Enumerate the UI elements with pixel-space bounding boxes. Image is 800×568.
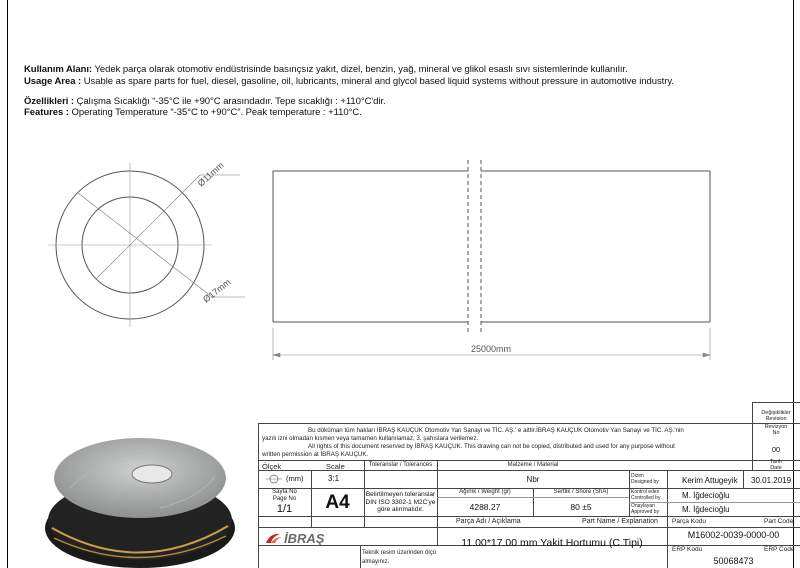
part-code-label-en: Part Code [764, 518, 794, 525]
revision-no-label: Revizyon No [764, 424, 788, 436]
design-date: 30.01.2019 [751, 476, 792, 485]
date-label: Tarih Date [770, 459, 782, 471]
scale-label-en: Scale [326, 462, 345, 471]
outer-dia-label: Ø17mm [201, 276, 233, 305]
spool-hole [132, 465, 172, 483]
approved-label: Onaylayan Approved by [631, 503, 660, 515]
unit: (mm) [286, 474, 304, 483]
erp-label-tr: ERP Kodu [672, 546, 703, 553]
weight-value: 4288.27 [469, 502, 501, 512]
erp-code: 50068473 [713, 556, 754, 566]
tolerance-label: Toleranslar / Tolerances [368, 462, 433, 468]
ibras-logo [264, 531, 356, 545]
erp-label-en: ERP Code [764, 546, 795, 553]
tolerance-text: Belirtilmeyen toleranslar DIN ISO 3302-1 M2C'ye göre alınmalıdır. [365, 491, 436, 513]
features-en-label: Features : [24, 107, 69, 118]
logo-text: İBRAŞ [284, 531, 325, 546]
page-label: Sayfa No Page No [272, 489, 297, 502]
part-code: M16002-0039-0000-00 [687, 530, 780, 540]
features-en-text: Operating Temperature “-35°C to +90°C”. Peak temperature : +110°C. [68, 107, 362, 118]
cross-section [48, 163, 245, 327]
approved-by: M. İğdecioğlu [682, 505, 730, 514]
copyright-tr2: yazılı izni olmadan kısmen veya tamamen kullanılamaz, 3. şahıslara verilemez. [262, 435, 479, 442]
usage-tr-label: Kullanım Alanı: [24, 64, 93, 75]
revision-header: Değişiklikler Revision [761, 410, 791, 422]
material-value: Nbr [526, 475, 540, 484]
tech-note: Teknik resim üzerinden ölçü almayınız. [362, 550, 437, 565]
revision-no: 00 [771, 445, 781, 454]
product-photo [40, 428, 240, 568]
usage-en-label: Usage Area : [24, 76, 82, 87]
part-name: 11.00*17.00 mm Yakit Hortumu (C Tipi) [461, 537, 643, 549]
hardness-value: 80 ±5 [570, 502, 592, 512]
inner-dia-dim-line [96, 175, 200, 279]
features-tr-text: Çalışma Sıcaklığı “-35°C ile +90°C arasındadır. Tepe sıcaklığı : +110°C'dir. [74, 96, 386, 107]
inner-dia-label: Ø11mm [195, 160, 226, 189]
copyright-en: All rights of this document reserved by İBRAŞ KAUÇUK. This drawing can not be copied, distributed and used for any purpose without [308, 443, 675, 450]
hose-side-view [273, 160, 710, 332]
designed-label: Dizen Designed by [631, 473, 659, 485]
designed-by: Kerim Attugeyik [682, 476, 738, 485]
part-name-label-en: Part Name / Explanation [582, 518, 658, 525]
copyright-en2: written permission at İBRAŞ KAUÇUK. [262, 451, 369, 458]
copyright-block [262, 427, 684, 459]
projection-icon [266, 474, 282, 484]
part-code-label-tr: Parça Kodu [672, 518, 706, 525]
logo-icon [264, 531, 284, 545]
scale-label-tr: Ölçek [262, 462, 282, 471]
usage-tr-text: Yedek parça olarak otomotiv endüstrisinde basınçsız yakıt, dizel, benzin, yağ, mineral ve glikol esaslı sıvı sistemlerinde kullanılır. [92, 64, 628, 75]
material-label: Malzeme / Material [507, 462, 559, 468]
paper-size: A4 [325, 492, 350, 513]
hardness-label: Sertlik / Shore (ShA) [553, 489, 609, 495]
length-label: 25000mm [470, 344, 512, 354]
weight-label: Ağırlık / Weight (gr) [459, 489, 511, 495]
features-tr-label: Özellikleri : [24, 96, 75, 107]
part-name-label-tr: Parça Adı / Açıklama [456, 518, 521, 525]
page-value: 1/1 [276, 503, 293, 515]
copyright-tr: Bu döküman tüm hakları İBRAŞ KAUÇUK Otomotiv Yan Sanayi ve TİC. AŞ.' e aittir.İBRAŞ KAUÇUK Otomotiv Yan Sanayi ve TİC. AŞ.'nin [308, 427, 684, 434]
controlled-by: M. İğdecioğlu [682, 491, 730, 500]
controlled-label: Kontrol eden Controlled by [631, 489, 661, 501]
scale-value: 3:1 [328, 474, 340, 483]
usage-en-text: Usable as spare parts for fuel, diesel, gasoline, oil, lubricants, mineral and glycol based liquid systems without pressure in automotive industry. [81, 76, 674, 87]
